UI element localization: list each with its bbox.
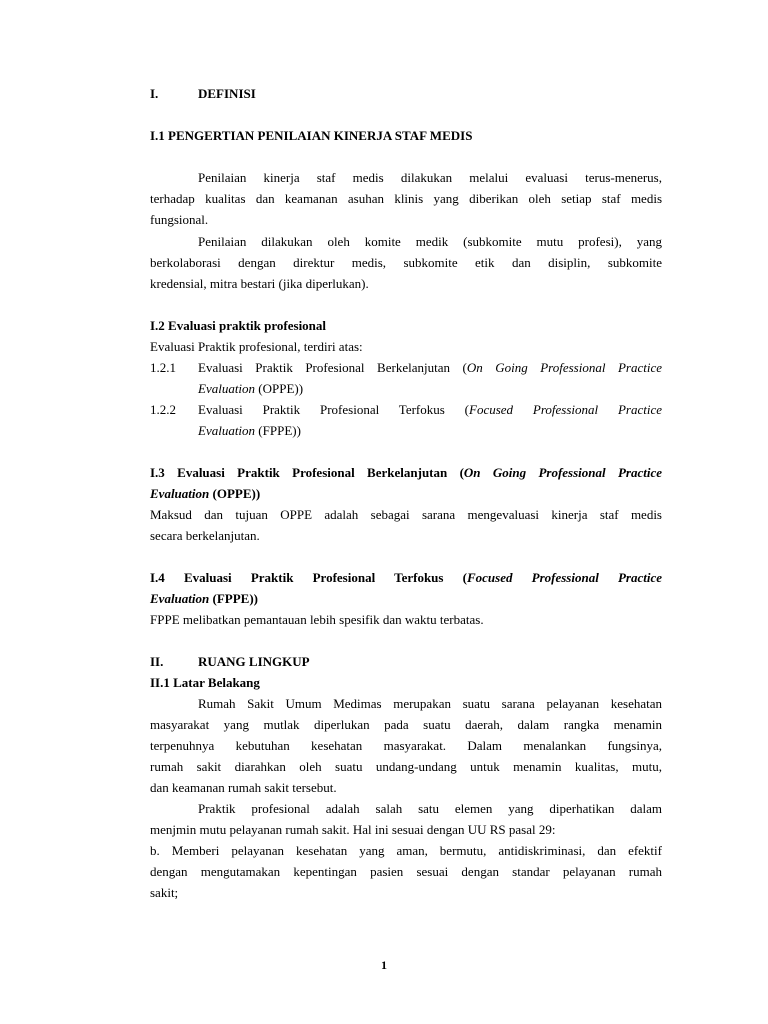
paragraph-line: Rumah Sakit Umum Medimas merupakan suatu sarana pelayanan kesehatan bbox=[198, 696, 662, 711]
paragraph-line: secara berkelanjutan. bbox=[150, 528, 260, 543]
paragraph-line: berkolaborasi dengan direktur medis, subkomite etik dan disiplin, subkomite bbox=[150, 255, 662, 270]
paragraph-line: Penilaian kinerja staf medis dilakukan melalui evaluasi terus-menerus, bbox=[198, 170, 662, 185]
list-item-line: Evaluasi Praktik Profesional Berkelanjutan (On Going Professional Practice bbox=[198, 360, 662, 375]
paragraph-line: masyarakat yang mutlak diperlukan pada suatu daerah, dalam rangka menamin bbox=[150, 717, 662, 732]
paragraph-line: Maksud dan tujuan OPPE adalah sebagai sarana mengevaluasi kinerja staf medis bbox=[150, 507, 662, 522]
subsection-heading: I.3 Evaluasi Praktik Profesional Berkelanjutan (On Going Professional Practice bbox=[150, 465, 662, 480]
paragraph-line: dengan mengutamakan kepentingan pasien sesuai dengan standar pelayanan rumah bbox=[150, 864, 662, 879]
list-item-line: Evaluation (OPPE)) bbox=[198, 381, 304, 396]
section-number: I. bbox=[150, 86, 159, 101]
subsection-heading-cont: Evaluation (OPPE)) bbox=[150, 486, 261, 501]
paragraph-line: terpenuhnya kebutuhan kesehatan masyarakat. Dalam menalankan fungsinya, bbox=[150, 738, 662, 753]
paragraph-line: b. Memberi pelayanan kesehatan yang aman, bermutu, antidiskriminasi, dan efektif bbox=[150, 843, 662, 858]
section-title: RUANG LINGKUP bbox=[198, 654, 310, 669]
list-number: 1.2.1 bbox=[150, 360, 176, 375]
list-item-line: Evaluasi Praktik Profesional Terfokus (Focused Professional Practice bbox=[198, 402, 662, 417]
paragraph-line: dan keamanan rumah sakit tersebut. bbox=[150, 780, 337, 795]
list-number: 1.2.2 bbox=[150, 402, 176, 417]
paragraph-line: FPPE melibatkan pemantauan lebih spesifik dan waktu terbatas. bbox=[150, 612, 484, 627]
subsection-heading: I.2 Evaluasi praktik profesional bbox=[150, 318, 327, 333]
paragraph-line: menjmin mutu pelayanan rumah sakit. Hal ini sesuai dengan UU RS pasal 29: bbox=[150, 822, 556, 837]
paragraph-line: terhadap kualitas dan keamanan asuhan klinis yang diberikan oleh setiap staf medis bbox=[150, 191, 662, 206]
paragraph-line: kredensial, mitra bestari (jika diperlukan). bbox=[150, 276, 369, 291]
section-number: II. bbox=[150, 654, 164, 669]
paragraph-line: Evaluasi Praktik profesional, terdiri atas: bbox=[150, 339, 363, 354]
section-title: DEFINISI bbox=[198, 86, 256, 101]
subsection-heading: I.1 PENGERTIAN PENILAIAN KINERJA STAF MEDIS bbox=[150, 128, 473, 143]
subsection-heading-cont: Evaluation (FPPE)) bbox=[150, 591, 258, 606]
page-number: 1 bbox=[381, 958, 387, 972]
paragraph-line: fungsional. bbox=[150, 212, 209, 227]
subsection-heading: II.1 Latar Belakang bbox=[150, 675, 260, 690]
paragraph-line: Praktik profesional adalah salah satu elemen yang diperhatikan dalam bbox=[198, 801, 662, 816]
paragraph-line: Penilaian dilakukan oleh komite medik (subkomite mutu profesi), yang bbox=[198, 234, 662, 249]
list-item-line: Evaluation (FPPE)) bbox=[198, 423, 301, 438]
subsection-heading: I.4 Evaluasi Praktik Profesional Terfokus (Focused Professional Practice bbox=[150, 570, 662, 585]
paragraph-line: rumah sakit diarahkan oleh suatu undang-undang untuk menamin kualitas, mutu, bbox=[150, 759, 662, 774]
paragraph-line: sakit; bbox=[150, 885, 179, 900]
